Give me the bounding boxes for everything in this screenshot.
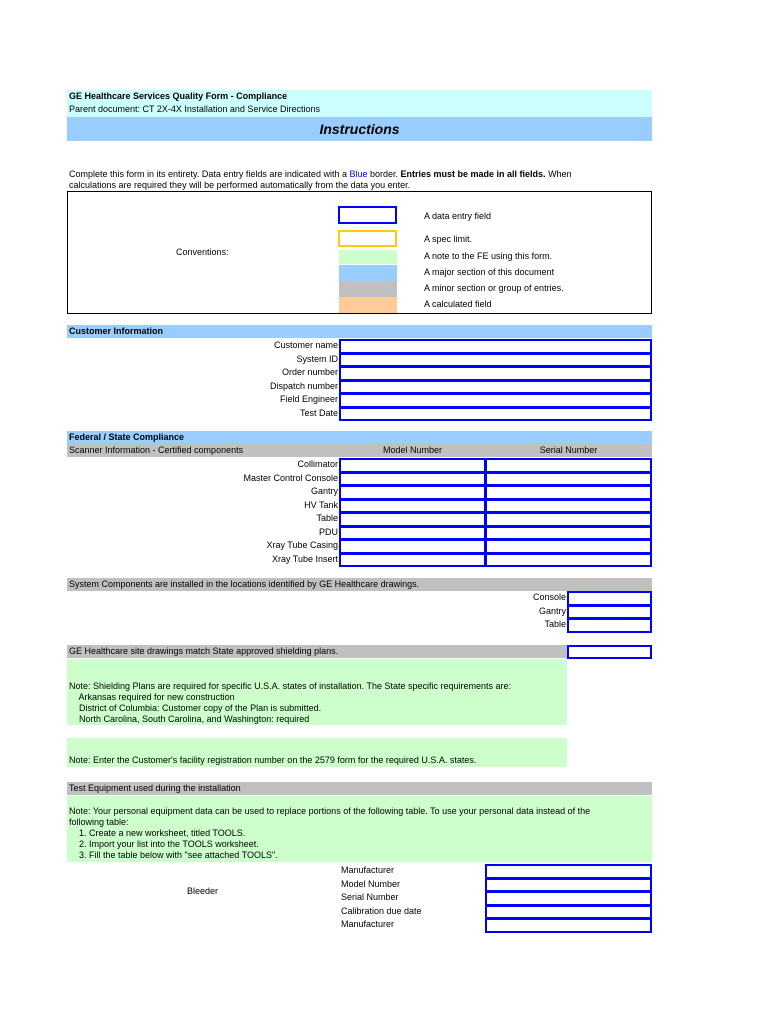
equipment-field-label: Serial Number [341, 892, 399, 902]
test-note-line: 2. Import your list into the TOOLS worksheet. [69, 839, 259, 849]
equipment-input[interactable] [485, 918, 652, 933]
conventions-box [67, 191, 652, 314]
test-equipment-note [67, 796, 652, 862]
serial-number-input[interactable] [485, 553, 652, 568]
instructions-heading: Instructions [319, 121, 400, 137]
component-location-input[interactable] [567, 591, 652, 606]
component-location-input[interactable] [567, 618, 652, 633]
intro-line-1 [69, 169, 572, 179]
model-number-input[interactable] [339, 553, 486, 568]
model-number-input[interactable] [339, 512, 486, 527]
test-equipment-heading: Test Equipment used during the installation [69, 783, 241, 793]
equipment-input[interactable] [485, 864, 652, 879]
customer-input[interactable] [339, 380, 652, 395]
field-label: Xray Tube Insert [271, 553, 338, 564]
customer-heading: Customer Information [69, 326, 164, 336]
intro-text-3: When [545, 169, 572, 179]
customer-input[interactable] [339, 366, 652, 381]
customer-section-header [67, 325, 652, 338]
equipment-input[interactable] [485, 905, 652, 920]
federal-section-header [67, 431, 652, 444]
field-label: Test Date [299, 407, 338, 418]
equipment-field-label: Manufacturer [341, 865, 395, 875]
test-note-line: 1. Create a new worksheet, titled TOOLS. [69, 828, 246, 838]
legend-calculated: A calculated field [424, 299, 492, 309]
serial-number-input[interactable] [485, 539, 652, 554]
serial-number-input[interactable] [485, 526, 652, 541]
serial-number-input[interactable] [485, 499, 652, 514]
intro-blue-word: Blue [349, 169, 368, 179]
field-label: Gantry [538, 605, 566, 616]
scanner-subheading: Scanner Information - Certified components [69, 445, 244, 455]
field-label: Console [532, 592, 566, 602]
legend-spec-limit: A spec limit. [424, 234, 473, 244]
header-band [67, 90, 652, 117]
customer-input[interactable] [339, 339, 652, 354]
swatch-minor-section [339, 281, 397, 297]
swatch-spec-limit [338, 230, 397, 247]
component-location-input[interactable] [567, 605, 652, 620]
legend-data-entry: A data entry field [424, 211, 492, 221]
field-label: Table [544, 619, 566, 629]
form-title: GE Healthcare Services Quality Form - Compliance [69, 91, 288, 101]
conventions-label: Conventions: [176, 247, 229, 257]
parent-document: Parent document: CT 2X-4X Installation and Service Directions [69, 104, 320, 114]
field-label: Xray Tube Casing [266, 540, 338, 550]
test-note-line: Note: Your personal equipment data can be used to replace portions of the following table. To use your personal data instead of the [69, 806, 591, 816]
customer-input[interactable] [339, 407, 652, 422]
model-number-input[interactable] [339, 526, 486, 541]
equipment-field-label: Calibration due date [341, 905, 422, 916]
shielding-heading: GE Healthcare site drawings match State approved shielding plans. [69, 646, 339, 656]
instructions-band [67, 117, 652, 141]
model-number-input[interactable] [339, 539, 486, 554]
field-label: PDU [318, 526, 338, 537]
field-label: Table [316, 513, 338, 523]
bleeder-label: Bleeder [187, 886, 219, 896]
equipment-input[interactable] [485, 878, 652, 893]
field-label: Gantry [310, 486, 338, 496]
field-label: Field Engineer [279, 394, 338, 404]
system-components-header [67, 578, 652, 591]
equipment-input[interactable] [485, 891, 652, 906]
field-label: Dispatch number [269, 380, 338, 391]
test-note-line: 3. Fill the table below with "see attached TOOLS". [69, 850, 278, 860]
field-label: Customer name [273, 340, 338, 350]
shielding-note-line: Arkansas required for new construction [69, 692, 235, 702]
equipment-field-label: Manufacturer [341, 919, 395, 929]
legend-note: A note to the FE using this form. [424, 251, 553, 261]
shielding-match-field[interactable] [567, 645, 652, 659]
shielding-note-line: Note: Shielding Plans are required for specific U.S.A. states of installation. The State specific requirements are: [69, 681, 512, 691]
model-number-column: Model Number [382, 445, 443, 455]
test-note-line: following table: [69, 817, 129, 827]
federal-heading: Federal / State Compliance [69, 432, 185, 442]
legend-minor-section: A minor section or group of entries. [424, 283, 564, 293]
test-equipment-header [67, 782, 652, 795]
scanner-subheader [67, 444, 652, 457]
model-number-input[interactable] [339, 485, 486, 500]
swatch-note [339, 250, 397, 264]
field-label: Master Control Console [243, 472, 338, 483]
shielding-note-line: District of Columbia: Customer copy of the Plan is submitted. [69, 703, 322, 713]
swatch-data-entry [338, 206, 397, 224]
serial-number-input[interactable] [485, 458, 652, 473]
field-label: System ID [296, 353, 338, 364]
swatch-calculated [339, 297, 397, 313]
customer-input[interactable] [339, 353, 652, 368]
shielding-header [67, 645, 567, 658]
registration-note [67, 738, 567, 767]
swatch-major-section [339, 265, 397, 281]
model-number-input[interactable] [339, 472, 486, 487]
registration-note-text: Note: Enter the Customer's facility registration number on the 2579 form for the required U.S.A. states. [69, 755, 477, 765]
system-components-heading: System Components are installed in the locations identified by GE Healthcare drawings. [69, 579, 420, 589]
intro-text-1: Complete this form in its entirety. Data entry fields are indicated with a [69, 169, 350, 179]
equipment-field-label: Model Number [341, 878, 401, 889]
customer-input[interactable] [339, 393, 652, 408]
legend-major-section: A major section of this document [424, 267, 555, 277]
serial-number-input[interactable] [485, 472, 652, 487]
intro-text-2: border. [367, 169, 401, 179]
shielding-note [67, 659, 567, 725]
serial-number-input[interactable] [485, 512, 652, 527]
model-number-input[interactable] [339, 458, 486, 473]
field-label: Collimator [297, 459, 338, 469]
model-number-input[interactable] [339, 499, 486, 514]
field-label: Order number [281, 367, 338, 377]
shielding-note-line: North Carolina, South Carolina, and Washington: required [69, 714, 310, 724]
serial-number-column: Serial Number [539, 445, 598, 455]
intro-line-2: calculations are required they will be performed automatically from the data you enter. [69, 180, 411, 190]
field-label: HV Tank [304, 499, 338, 510]
serial-number-input[interactable] [485, 485, 652, 500]
intro-bold-text: Entries must be made in all fields. [400, 169, 546, 179]
